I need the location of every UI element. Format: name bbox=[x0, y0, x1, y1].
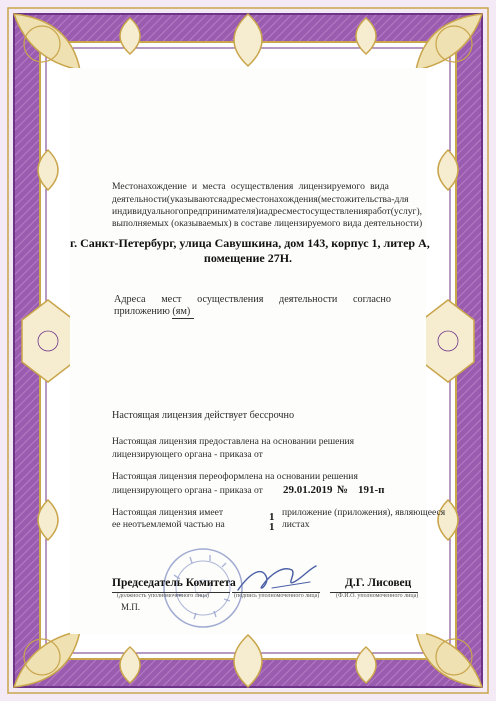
word: осуществления bbox=[230, 181, 294, 192]
address-line-1: г. Санкт-Петербург, улица Савушкина, дом 143, корпус 1, литер А, bbox=[70, 236, 430, 250]
document-body bbox=[70, 68, 430, 634]
word: лицензируемого bbox=[298, 181, 365, 192]
word: мест bbox=[286, 206, 306, 217]
word: предпринимателя) bbox=[183, 206, 259, 217]
validity-statement: Настоящая лицензия действует бессрочно bbox=[112, 410, 295, 421]
word: осуществления bbox=[197, 294, 264, 305]
annex-count: 1 bbox=[269, 511, 275, 523]
activity-places-line-1 bbox=[114, 294, 391, 306]
word: работ bbox=[367, 206, 391, 217]
location-heading-line-2 bbox=[112, 194, 409, 206]
reissued-line-1: Настоящая лицензия переоформлена на основании решения bbox=[112, 471, 358, 482]
reissue-order-date: 29.01.2019 bbox=[283, 484, 333, 496]
word: адрес bbox=[222, 194, 246, 205]
signatory-position: Председатель Комитета bbox=[112, 577, 236, 589]
word: (указываются bbox=[166, 194, 223, 205]
word: места bbox=[202, 181, 226, 192]
word: Адреса bbox=[114, 294, 146, 305]
word: для bbox=[394, 194, 409, 205]
word: (место bbox=[317, 194, 345, 205]
word: местонахождения bbox=[245, 194, 318, 205]
word: деятельности bbox=[112, 194, 167, 205]
seal-placeholder-mp: М.П. bbox=[121, 602, 141, 612]
activity-places-underline bbox=[172, 318, 194, 319]
signatory-name: Д.Г. Лисовец bbox=[345, 577, 412, 589]
number-sign: № bbox=[337, 484, 349, 496]
word: выполняемых (оказываемых) в составе лицензируемого вида деятельности) bbox=[112, 218, 423, 229]
word: и bbox=[258, 206, 264, 217]
annex-line-1-start: Настоящая лицензия имеет bbox=[112, 507, 224, 518]
granted-line-1: Настоящая лицензия предоставлена на основании решения bbox=[112, 436, 355, 447]
word: осуществления bbox=[305, 206, 368, 217]
annex-sheets-count: 1 bbox=[269, 521, 275, 533]
reissue-order-number: 191-п bbox=[358, 484, 385, 496]
annex-line-1-end: приложение (приложения), являющееся bbox=[282, 507, 446, 518]
granted-line-2: лицензирующего органа - приказа от bbox=[112, 449, 263, 460]
annex-line-2-end: листах bbox=[282, 519, 310, 530]
name-caption: (Ф.И.О. уполномоченного лица) bbox=[336, 593, 419, 599]
address-line-2: помещение 27Н. bbox=[203, 251, 293, 265]
signature-caption: (подпись уполномоченного лица) bbox=[234, 593, 320, 599]
reissued-line-2: лицензирующего органа - приказа от bbox=[112, 485, 263, 496]
word: деятельности bbox=[279, 294, 338, 305]
location-heading-line-3 bbox=[112, 206, 423, 218]
word: Местонахождение bbox=[112, 181, 187, 192]
word: и bbox=[191, 181, 198, 192]
location-heading-line-4 bbox=[112, 218, 423, 230]
word: мест bbox=[161, 294, 182, 305]
word: - bbox=[391, 194, 395, 205]
word: индивидуального bbox=[112, 206, 184, 217]
word: (услуг), bbox=[390, 206, 423, 217]
word: согласно bbox=[353, 294, 391, 305]
word: жительства bbox=[344, 194, 392, 205]
location-heading-line-1 bbox=[112, 181, 389, 193]
annex-line-2-start: ее неотъемлемой частью на bbox=[112, 519, 225, 530]
position-caption: (должность уполномоченного лица) bbox=[117, 593, 209, 599]
word: вида bbox=[370, 181, 389, 192]
word: адрес bbox=[263, 206, 287, 217]
activity-places-line-2: приложению (ям) bbox=[114, 306, 191, 317]
